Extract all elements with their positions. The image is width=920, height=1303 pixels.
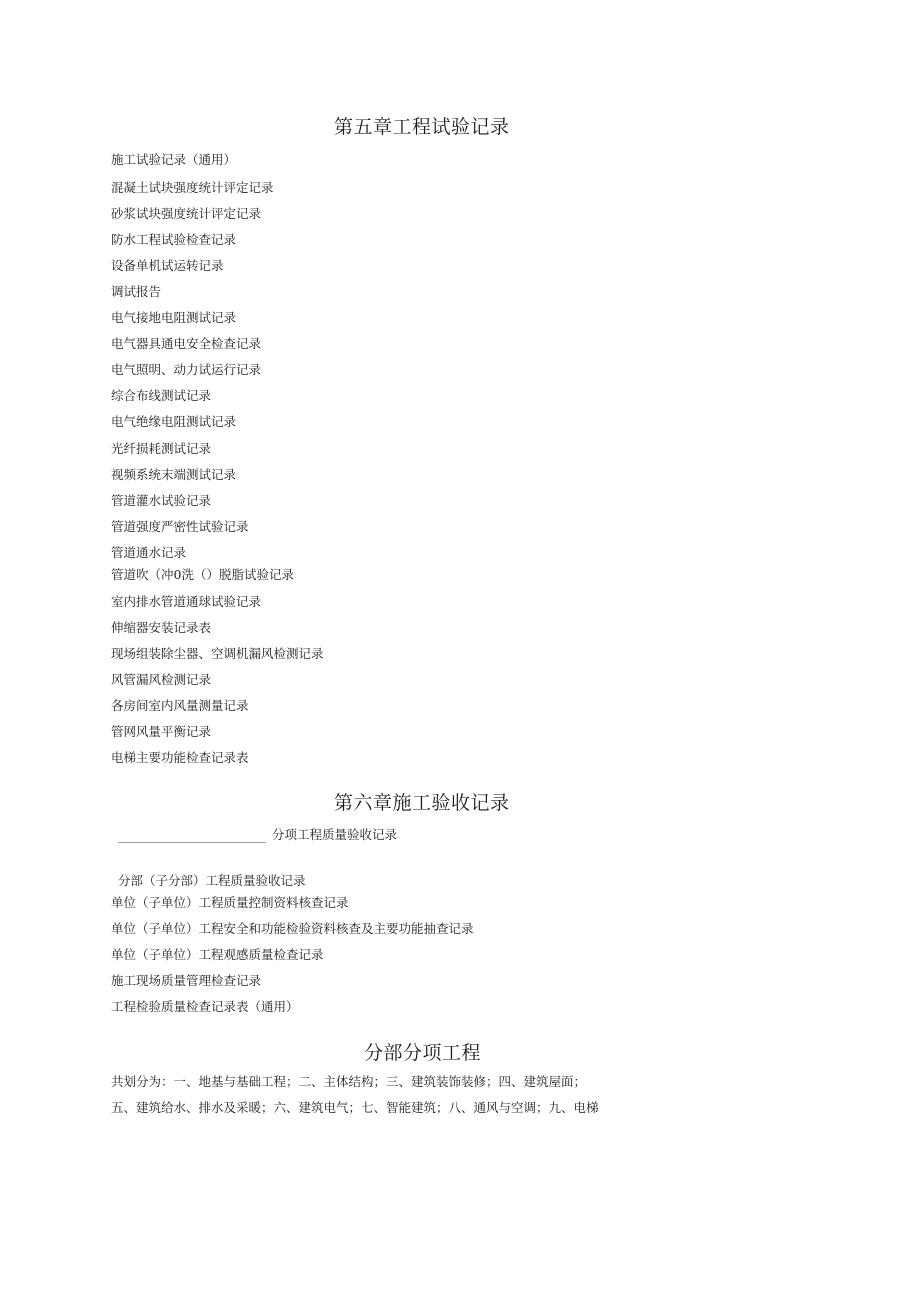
chapter5-item: 综合布线测试记录: [111, 388, 212, 403]
chapter5-item: 视频系统末端测试记录: [111, 467, 237, 482]
chapter5-item: 管道吹（冲0洗（）脱脂试验记录: [111, 567, 294, 582]
chapter6-item: 单位（子单位）工程安全和功能检验资料核查及主要功能抽查记录: [111, 921, 474, 936]
chapter5-item: 管道强度严密性试验记录: [111, 519, 249, 534]
section-line: 共划分为：一、地基与基础工程；二、主体结构；三、建筑装饰装修；四、建筑屋面；: [111, 1074, 587, 1089]
chapter6-item: 单位（子单位）工程观感质量检查记录: [111, 947, 324, 962]
chapter6-item: 分部（子分部）工程质量验收记录: [118, 873, 306, 888]
chapter5-item: 管道通水记录: [111, 545, 187, 560]
chapter5-item: 电梯主要功能检查记录表: [111, 750, 249, 765]
chapter5-item: 电气器具通电安全检查记录: [111, 336, 262, 351]
chapter5-item: 施工试验记录（通用）: [111, 152, 237, 167]
chapter6-item: 施工现场质量管理检查记录: [111, 973, 262, 988]
chapter6-title: 第六章施工验收记录: [334, 792, 510, 814]
chapter5-item: 防水工程试验检查记录: [111, 232, 237, 247]
chapter5-item: 电气绝缘电阻测试记录: [111, 414, 237, 429]
section-title: 分部分项工程: [364, 1042, 482, 1064]
chapter6-item: 分项工程质量验收记录: [272, 827, 398, 842]
chapter5-item: 调试报告: [111, 284, 162, 299]
chapter5-item: 混凝土试块强度统计评定记录: [111, 180, 274, 195]
chapter5-item: 设备单机试运转记录: [111, 258, 224, 273]
chapter6-item: 单位（子单位）工程质量控制资料核查记录: [111, 895, 349, 910]
chapter5-item: 光纤损耗测试记录: [111, 441, 212, 456]
chapter5-item: 室内排水管道通球试验记录: [111, 594, 262, 609]
chapter5-title: 第五章工程试验记录: [334, 116, 510, 138]
chapter5-item: 管网风量平衡记录: [111, 724, 212, 739]
section-line: 五、建筑给水、排水及采暖；六、建筑电气；七、智能建筑；八、通风与空调；九、电梯: [111, 1100, 599, 1115]
chapter5-item: 风管漏风检测记录: [111, 672, 212, 687]
chapter5-item: 电气照明、动力试运行记录: [111, 362, 262, 377]
chapter5-item: 现场组装除尘器、空调机漏风检测记录: [111, 646, 324, 661]
chapter5-item: 砂浆试块强度统计评定记录: [111, 206, 262, 221]
chapter5-item: 管道灌水试验记录: [111, 493, 212, 508]
chapter6-item: 工程检验质量检查记录表（通用）: [111, 999, 299, 1014]
blank-line: [118, 842, 266, 843]
chapter5-item: 电气接地电阻测试记录: [111, 310, 237, 325]
chapter5-item: 各房间室内风量测量记录: [111, 698, 249, 713]
chapter5-item: 伸缩器安装记录表: [111, 620, 212, 635]
